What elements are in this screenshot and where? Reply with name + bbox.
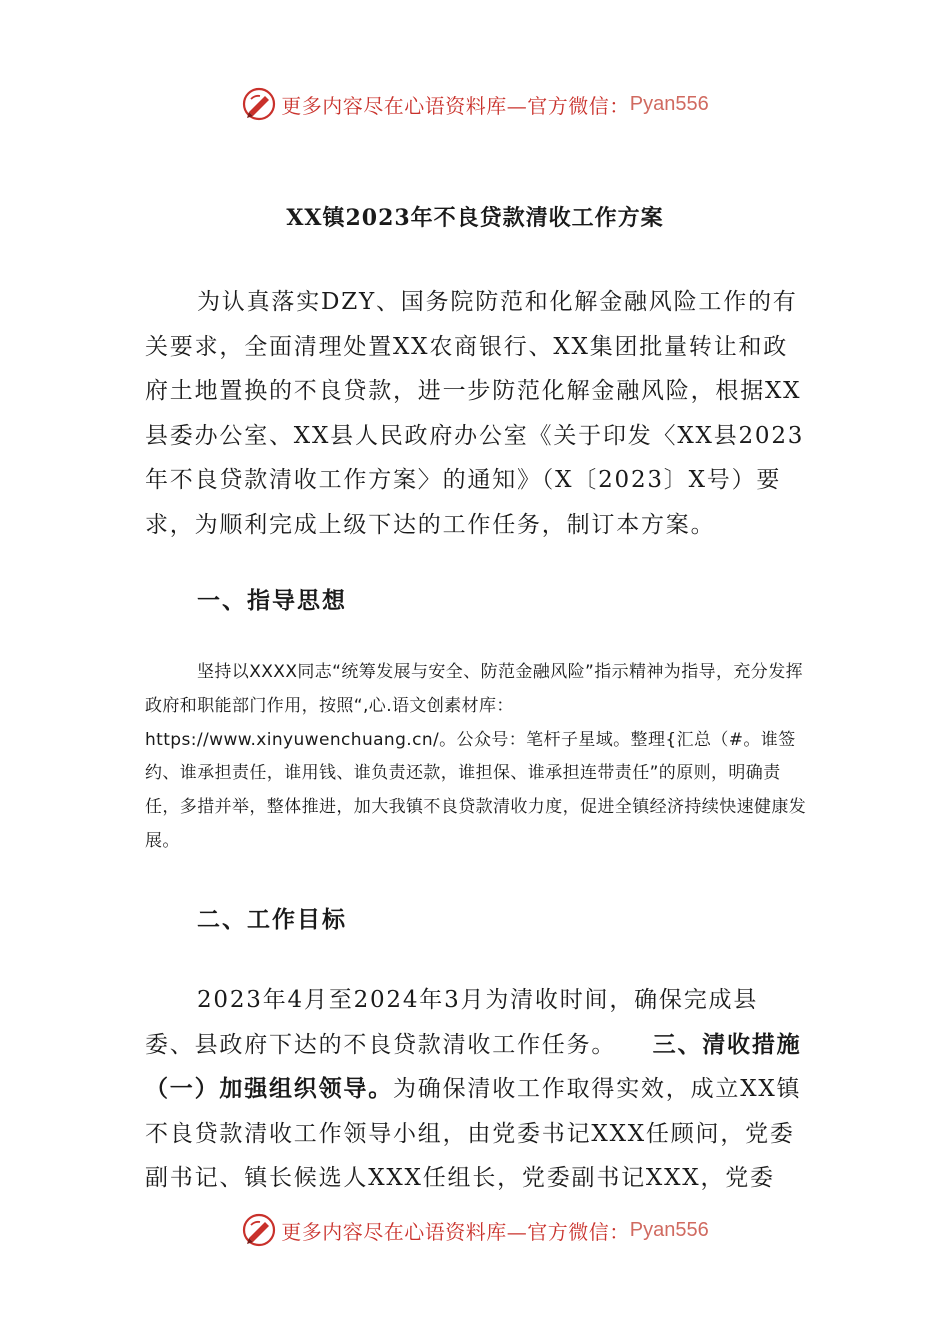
subsection-heading-organization: （一）加强组织领导。 xyxy=(145,1075,393,1102)
watermark-wechat-id: Pyan556 xyxy=(629,92,709,115)
document-title: XX镇2023年不良贷款清收工作方案 xyxy=(286,205,664,231)
pen-logo-icon xyxy=(241,1212,277,1248)
watermark-text: 更多内容尽在心语资料库—官方微信： xyxy=(281,93,630,118)
watermark-wechat-id: Pyan556 xyxy=(629,1218,709,1241)
section-heading-guiding-ideology: 一、指导思想 xyxy=(197,587,347,614)
section-heading-work-goals: 二、工作目标 xyxy=(197,906,347,933)
guiding-ideology-paragraph: 坚持以XXXX同志“统筹发展与安全、防范金融风险”指示精神为指导，充分发挥政府和职能部门作用，按照“,心.语文创素材库：https://www.xinyuwenchuang.cn/。公众号：笔杆子星域。整理{汇总（#。谁签约、谁承担责任，谁用钱、谁负责还款，谁担保、谁承担连带责任”的原则，明确责任，多措并举，整体推进，加大我镇不良贷款清收力度，促进全镇经济持续快速健康发展。 xyxy=(145,662,807,851)
work-goals-paragraph xyxy=(145,978,807,1201)
pen-logo-icon xyxy=(241,86,277,122)
watermark-text: 更多内容尽在心语资料库—官方微信： xyxy=(281,1219,630,1244)
watermark-banner-top xyxy=(0,84,950,124)
organization-paragraph: 为确保清收工作取得实效，成立XX镇不良贷款清收工作领导小组，由党委书记XXX任顾问，党委副书记、镇长候选人XXX任组长，党委副书记XXX，党委 xyxy=(145,1076,802,1191)
work-goals-body: 2023年4月至2024年3月为清收时间，确保完成县委、县政府下达的不良贷款清收工作任务。 xyxy=(145,987,759,1058)
intro-paragraph: 为认真落实DZY、国务院防范和化解金融风险工作的有关要求，全面清理处置XX农商银行、XX集团批量转让和政府土地置换的不良贷款，进一步防范化解金融风险，根据XX县委办公室、XX县人民政府办公室《关于印发〈XX县2023年不良贷款清收工作方案〉的通知》（X〔2023〕X号）要求，为顺利完成上级下达的工作任务，制订本方案。 xyxy=(145,289,805,538)
watermark-banner-bottom xyxy=(0,1210,950,1250)
section-heading-measures: 三、清收措施 xyxy=(652,1030,802,1058)
